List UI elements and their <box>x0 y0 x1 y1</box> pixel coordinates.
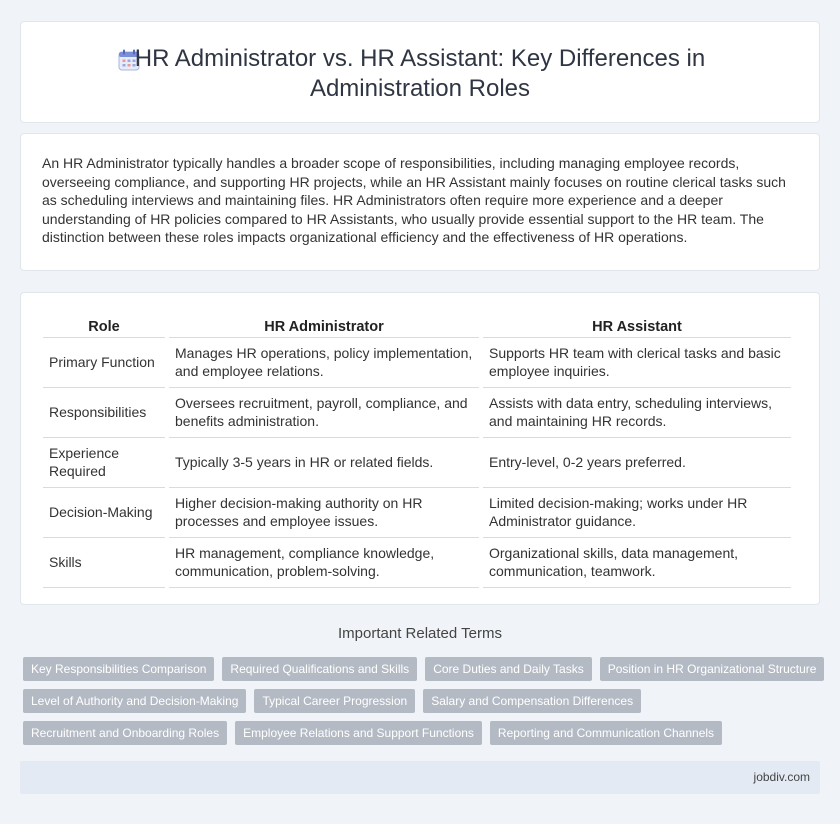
page-title <box>135 44 705 104</box>
role-cell: Experience Required <box>43 438 165 488</box>
header-hr-assistant: HR Assistant <box>483 314 791 338</box>
table-row <box>43 488 791 538</box>
table-row <box>43 338 791 388</box>
header-role: Role <box>43 314 165 338</box>
page-title-line-2: Administration Roles <box>309 75 531 102</box>
term-tag[interactable]: Position in HR Organizational Structure <box>600 657 825 681</box>
administrator-cell: Oversees recruitment, payroll, compliance, and benefits administration. <box>169 388 479 438</box>
term-tag[interactable]: Salary and Compensation Differences <box>423 689 641 713</box>
table-row <box>43 438 791 488</box>
role-cell: Skills <box>43 538 165 588</box>
assistant-cell: Limited decision-making; works under HR Administrator guidance. <box>483 488 791 538</box>
footer <box>20 761 820 794</box>
table-row <box>43 538 791 588</box>
term-tag[interactable]: Level of Authority and Decision-Making <box>23 689 246 713</box>
intro-text: An HR Administrator typically handles a broader scope of responsibilities, including managing employee records, overseeing compliance, and supporting HR projects, while an HR Assistant mainly focuses on routine clerical tasks such as scheduling interviews and maintaining files. HR Administrators often require more experience and a deeper understanding of HR policies compared to HR Assistants, who usually provide essential support to the HR team. The distinction between these roles impacts organizational efficiency and the effectiveness of HR operations. <box>42 155 786 245</box>
table-header-row <box>43 314 791 338</box>
intro-card <box>20 133 820 271</box>
assistant-cell: Supports HR team with clerical tasks and basic employee inquiries. <box>483 338 791 388</box>
term-tag[interactable]: Required Qualifications and Skills <box>222 657 417 681</box>
related-terms-title: Important Related Terms <box>338 625 502 642</box>
footer-site-link[interactable]: jobdiv.com <box>753 770 810 784</box>
assistant-cell: Organizational skills, data management, communication, teamwork. <box>483 538 791 588</box>
administrator-cell: HR management, compliance knowledge, communication, problem-solving. <box>169 538 479 588</box>
assistant-cell: Entry-level, 0-2 years preferred. <box>483 438 791 488</box>
comparison-table-card <box>20 292 820 605</box>
related-terms-row <box>23 721 823 745</box>
term-tag[interactable]: Core Duties and Daily Tasks <box>425 657 592 681</box>
related-terms-row <box>23 689 823 713</box>
term-tag[interactable]: Recruitment and Onboarding Roles <box>23 721 227 745</box>
table-row <box>43 388 791 438</box>
role-cell: Primary Function <box>43 338 165 388</box>
term-tag[interactable]: Employee Relations and Support Functions <box>235 721 482 745</box>
term-tag[interactable]: Reporting and Communication Channels <box>490 721 722 745</box>
related-terms <box>23 657 823 753</box>
term-tag[interactable]: Key Responsibilities Comparison <box>23 657 214 681</box>
administrator-cell: Typically 3-5 years in HR or related fields. <box>169 438 479 488</box>
comparison-table <box>39 314 795 588</box>
administrator-cell: Manages HR operations, policy implementation, and employee relations. <box>169 338 479 388</box>
header-hr-administrator: HR Administrator <box>169 314 479 338</box>
administrator-cell: Higher decision-making authority on HR processes and employee issues. <box>169 488 479 538</box>
related-terms-row <box>23 657 823 681</box>
assistant-cell: Assists with data entry, scheduling interviews, and maintaining HR records. <box>483 388 791 438</box>
term-tag[interactable]: Typical Career Progression <box>254 689 415 713</box>
role-cell: Responsibilities <box>43 388 165 438</box>
role-cell: Decision-Making <box>43 488 165 538</box>
page-title-line-1: HR Administrator vs. HR Assistant: Key Differences in <box>134 45 706 72</box>
header-card <box>20 21 820 123</box>
